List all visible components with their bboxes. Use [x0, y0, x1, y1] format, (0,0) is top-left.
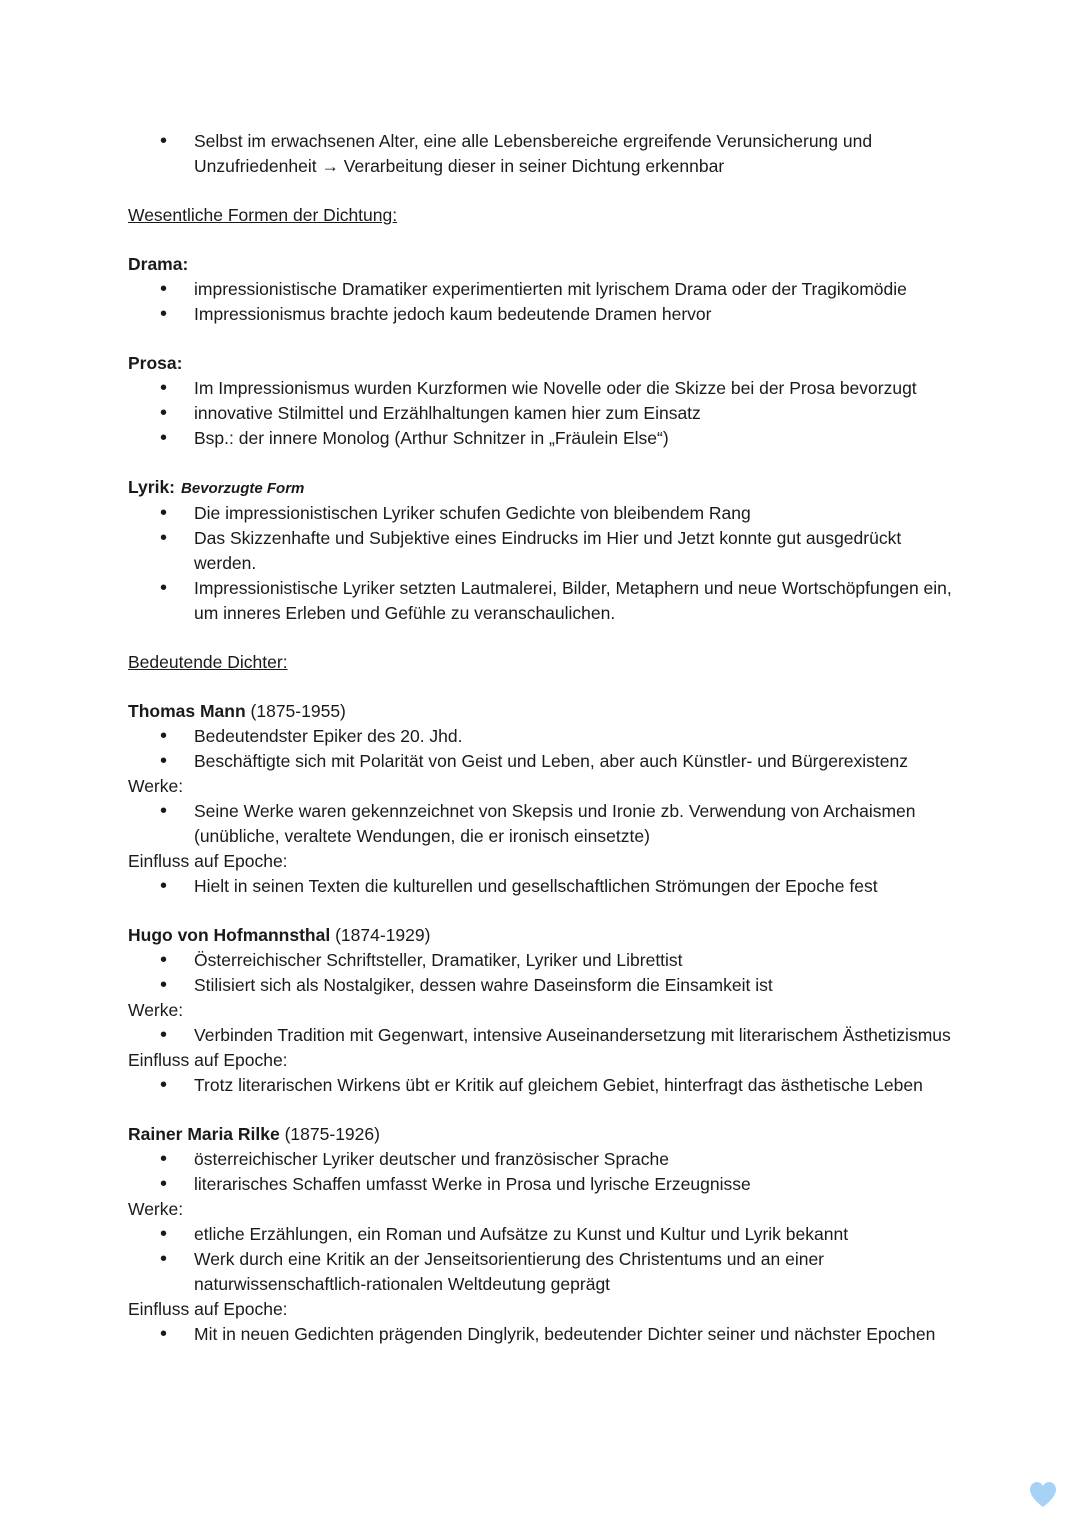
einfluss-label: Einfluss auf Epoche:: [128, 1050, 288, 1070]
poet-section: [128, 1122, 968, 1347]
list-item: • etliche Erzählungen, ein Roman und Aufsätze zu Kunst und Kultur und Lyrik bekannt: [128, 1222, 968, 1247]
poet-years: (1875-1955): [250, 701, 346, 721]
werke-label: Werke:: [128, 776, 184, 796]
list-item: • Im Impressionismus wurden Kurzformen wie Novelle oder die Skizze bei der Prosa bevorzugt: [128, 376, 968, 401]
drama-label: Drama:: [128, 254, 189, 274]
list-item: • Stilisiert sich als Nostalgiker, dessen wahre Daseinsform die Einsamkeit ist: [128, 973, 968, 998]
list-item: • Das Skizzenhafte und Subjektive eines Eindrucks im Hier und Jetzt konnte gut ausgedrückt werden.: [128, 526, 968, 576]
poets-heading: Bedeutende Dichter:: [128, 652, 288, 672]
poet-name: Hugo von Hofmannsthal: [128, 925, 331, 945]
prosa-label: Prosa:: [128, 353, 183, 373]
werke-label: Werke:: [128, 1199, 184, 1219]
list-item: • innovative Stilmittel und Erzählhaltungen kamen hier zum Einsatz: [128, 401, 968, 426]
poet-years: (1874-1929): [335, 925, 431, 945]
poet-name: Thomas Mann: [128, 701, 246, 721]
list-item: • Bsp.: der innere Monolog (Arthur Schnitzer in „Fräulein Else“): [128, 426, 968, 451]
list-item: • Österreichischer Schriftsteller, Dramatiker, Lyriker und Librettist: [128, 948, 968, 973]
list-item: • Werk durch eine Kritik an der Jenseitsorientierung des Christentums und an einer naturwissenschaftlich-rationalen Weltdeutung geprägt: [128, 1247, 968, 1297]
list-item: • Bedeutendster Epiker des 20. Jhd.: [128, 724, 968, 749]
list-item: • Impressionistische Lyriker setzten Lautmalerei, Bilder, Metaphern und neue Wortschöpfungen ein, um inneres Erleben und Gefühle zu veranschaulichen.: [128, 576, 968, 626]
list-item: • österreichischer Lyriker deutscher und französischer Sprache: [128, 1147, 968, 1172]
list-item: • Trotz literarischen Wirkens übt er Kritik auf gleichem Gebiet, hinterfragt das ästhetische Leben: [128, 1073, 968, 1098]
intro-bullet: • Selbst im erwachsenen Alter, eine alle Lebensbereiche ergreifende Verunsicherung und Unzufriedenheit → Verarbeitung dieser in seiner Dichtung erkennbar: [128, 129, 968, 179]
list-item: • Impressionismus brachte jedoch kaum bedeutende Dramen hervor: [128, 302, 968, 327]
document-page: [128, 129, 968, 1347]
lyrik-label: Lyrik:: [128, 477, 176, 497]
werke-label: Werke:: [128, 1000, 184, 1020]
poet-section: [128, 923, 968, 1098]
poet-section: [128, 699, 968, 899]
list-item: • Beschäftigte sich mit Polarität von Geist und Leben, aber auch Künstler- und Bürgerexistenz: [128, 749, 968, 774]
list-item: • Die impressionistischen Lyriker schufen Gedichte von bleibendem Rang: [128, 501, 968, 526]
einfluss-label: Einfluss auf Epoche:: [128, 1299, 288, 1319]
list-item: • Hielt in seinen Texten die kulturellen und gesellschaftlichen Strömungen der Epoche fest: [128, 874, 968, 899]
heart-icon: [1028, 1480, 1058, 1508]
lyrik-note: Bevorzugte Form: [181, 480, 305, 497]
list-item: • Mit in neuen Gedichten prägenden Dinglyrik, bedeutender Dichter seiner und nächster Epochen: [128, 1322, 968, 1347]
einfluss-label: Einfluss auf Epoche:: [128, 851, 288, 871]
lyrik-section: [128, 475, 968, 626]
list-item: • Seine Werke waren gekennzeichnet von Skepsis und Ironie zb. Verwendung von Archaismen (unübliche, veraltete Wendungen, die er ironisch einsetzte): [128, 799, 968, 849]
prosa-section: [128, 351, 968, 451]
drama-section: [128, 252, 968, 327]
list-item: • Verbinden Tradition mit Gegenwart, intensive Auseinandersetzung mit literarischem Ästhetizismus: [128, 1023, 968, 1048]
list-item: • literarisches Schaffen umfasst Werke in Prosa und lyrische Erzeugnisse: [128, 1172, 968, 1197]
poet-name: Rainer Maria Rilke: [128, 1124, 280, 1144]
list-item: • impressionistische Dramatiker experimentierten mit lyrischem Drama oder der Tragikomödie: [128, 277, 968, 302]
forms-heading: Wesentliche Formen der Dichtung:: [128, 205, 398, 225]
poet-years: (1875-1926): [284, 1124, 380, 1144]
